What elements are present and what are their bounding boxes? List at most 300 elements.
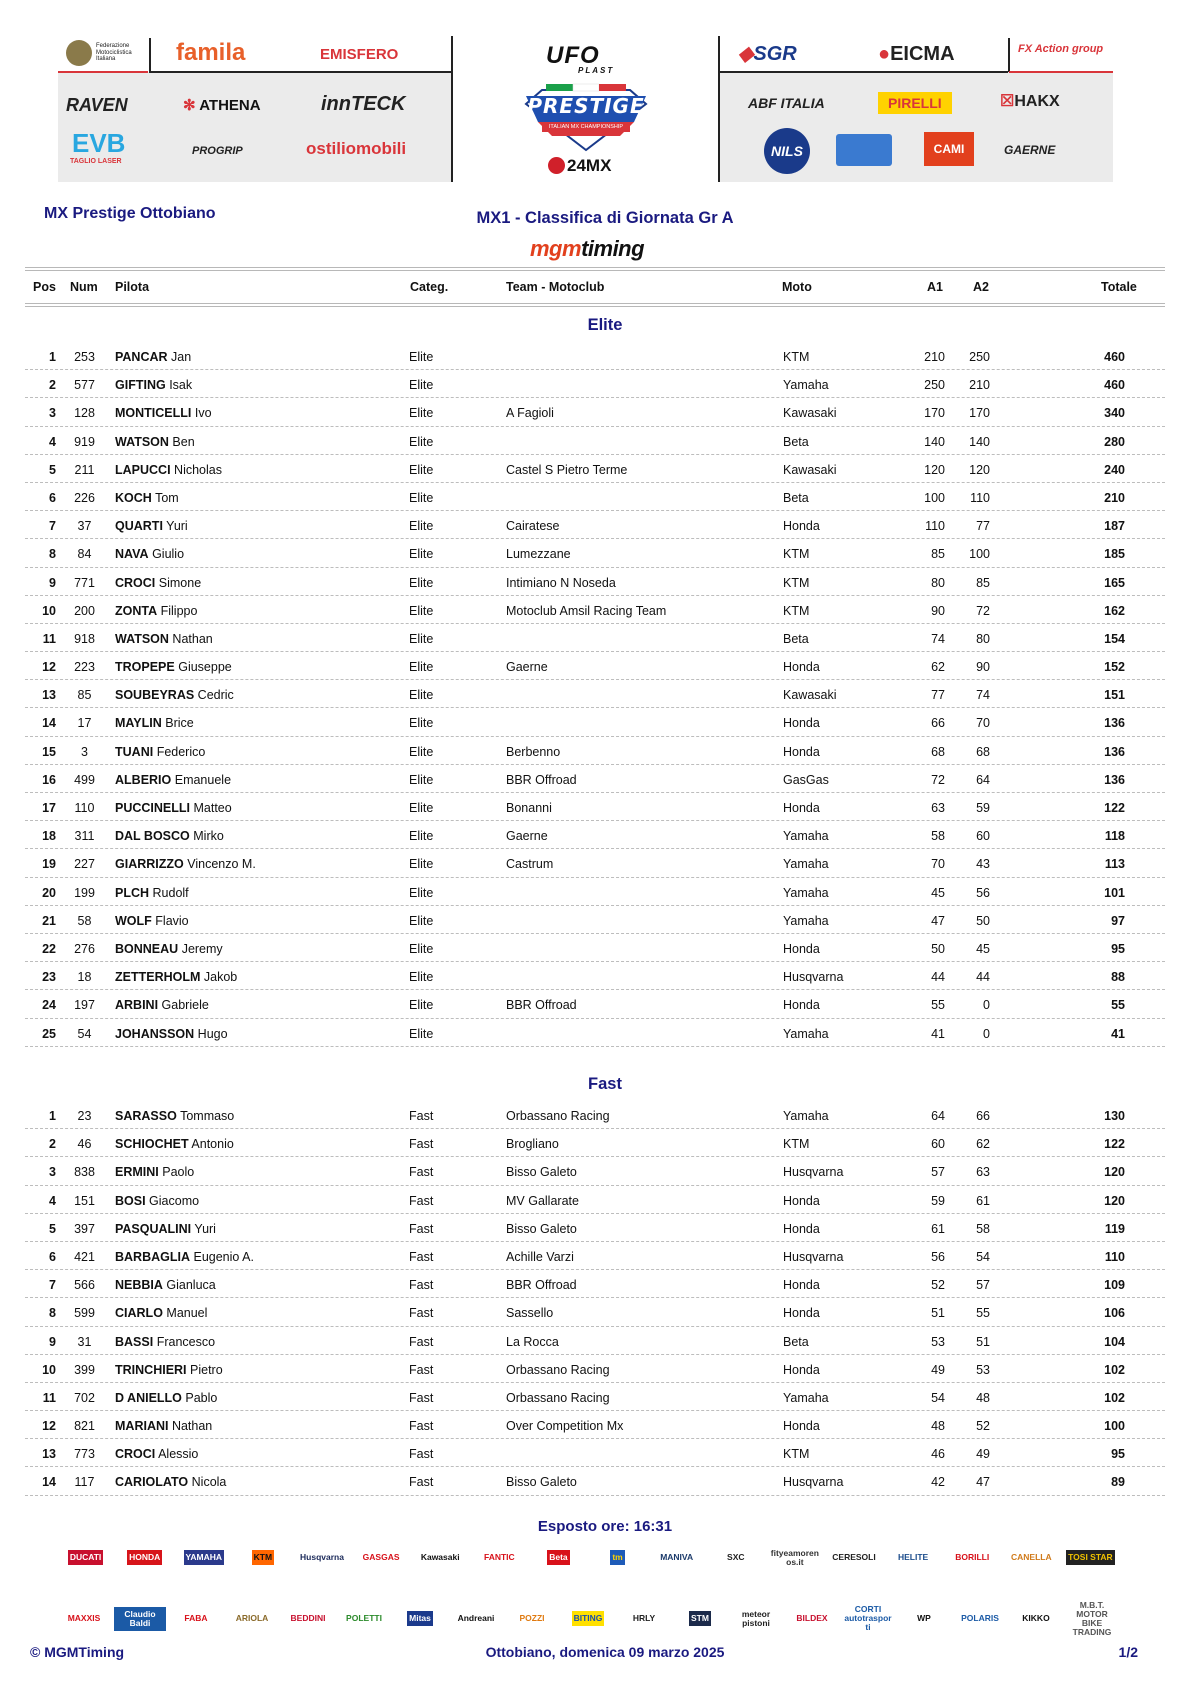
cell-pos: 18 bbox=[42, 829, 56, 844]
progrip-logo: PROGRIP bbox=[192, 145, 243, 157]
pilot-first-name: Nathan bbox=[172, 631, 213, 646]
cell-pos: 13 bbox=[42, 688, 56, 703]
cell-a1: 74 bbox=[931, 631, 945, 646]
pilot-last-name: ERMINI bbox=[115, 1165, 159, 1180]
cell-total: 152 bbox=[1104, 660, 1125, 675]
cell-a2: 54 bbox=[976, 1249, 990, 1264]
cell-a1: 64 bbox=[931, 1109, 945, 1123]
sponsor-logo: YAMAHA bbox=[184, 1550, 225, 1565]
cell-total: 120 bbox=[1104, 1193, 1125, 1208]
table-row bbox=[25, 737, 1165, 765]
cell-total: 106 bbox=[1104, 1306, 1125, 1321]
cell-category: Fast bbox=[409, 1137, 434, 1152]
pilot-first-name: Ben bbox=[172, 434, 195, 449]
cell-a2: 63 bbox=[976, 1165, 990, 1180]
pilot-last-name: PANCAR bbox=[115, 350, 168, 364]
divider bbox=[718, 71, 1008, 73]
cell-total: 460 bbox=[1104, 378, 1125, 393]
cell-moto: Kawasaki bbox=[783, 406, 837, 421]
pilot-first-name: Filippo bbox=[160, 603, 198, 618]
cell-a2: 100 bbox=[969, 547, 990, 562]
cell-num: 31 bbox=[77, 1334, 92, 1349]
sponsor-panel-left bbox=[58, 72, 453, 182]
cell-pilot bbox=[115, 1109, 234, 1123]
cell-a1: 53 bbox=[931, 1334, 945, 1349]
cell-pilot bbox=[115, 406, 212, 420]
cell-a1: 52 bbox=[931, 1278, 945, 1293]
cell-moto: Yamaha bbox=[783, 913, 829, 928]
pilot-last-name: ZONTA bbox=[115, 603, 158, 618]
sponsor-logo: POLARIS bbox=[959, 1611, 1001, 1626]
cell-team: Brogliano bbox=[506, 1137, 559, 1152]
cell-category: Fast bbox=[409, 1334, 434, 1349]
pilot-first-name: Paolo bbox=[162, 1165, 195, 1180]
emisfero-logo: EMISFERO bbox=[320, 46, 399, 63]
cell-a1: 170 bbox=[924, 406, 945, 421]
cell-category: Elite bbox=[409, 970, 434, 985]
pilot-first-name: Tommaso bbox=[180, 1109, 235, 1123]
table-row bbox=[25, 342, 1165, 370]
cell-pilot bbox=[115, 576, 201, 590]
cell-a1: 80 bbox=[931, 575, 945, 590]
cell-pilot bbox=[115, 1250, 254, 1264]
cell-moto: Honda bbox=[783, 1362, 820, 1377]
cell-pilot bbox=[115, 350, 191, 364]
cell-pos: 8 bbox=[49, 1306, 56, 1321]
pilot-last-name: NAVA bbox=[115, 547, 149, 562]
header-rule-bottom bbox=[25, 303, 1165, 307]
exposed-time: Esposto ore: 16:31 bbox=[537, 1518, 673, 1535]
athena-mark-icon: ✻ bbox=[183, 97, 200, 114]
cell-a2: 210 bbox=[969, 378, 990, 393]
cell-moto: Husqvarna bbox=[783, 970, 844, 985]
cell-total: 136 bbox=[1104, 716, 1125, 731]
cell-pos: 15 bbox=[42, 744, 56, 759]
divider bbox=[1008, 38, 1010, 72]
table-row bbox=[25, 398, 1165, 426]
cell-moto: Yamaha bbox=[783, 829, 829, 844]
pilot-last-name: CROCI bbox=[115, 1447, 156, 1462]
cell-pos: 7 bbox=[49, 1278, 56, 1293]
cell-category: Fast bbox=[409, 1193, 434, 1208]
cell-pilot bbox=[115, 1306, 207, 1320]
eicma-mark-icon: ● bbox=[878, 43, 891, 65]
cell-num: 771 bbox=[74, 575, 95, 590]
cell-pilot bbox=[115, 1194, 199, 1208]
24mx-emblem-icon bbox=[548, 157, 565, 174]
cell-pilot bbox=[115, 1165, 194, 1179]
cell-pos: 14 bbox=[42, 1475, 56, 1490]
footer-sponsors-row-2 bbox=[58, 1598, 1118, 1640]
pilot-first-name: Gabriele bbox=[161, 998, 209, 1013]
cell-moto: Kawasaki bbox=[783, 462, 837, 477]
pilot-first-name: Hugo bbox=[197, 1026, 228, 1041]
cell-category: Elite bbox=[409, 519, 434, 534]
cell-pos: 3 bbox=[49, 1165, 56, 1180]
pilot-first-name: Giuseppe bbox=[178, 660, 232, 675]
cell-category: Fast bbox=[409, 1109, 434, 1123]
table-row bbox=[25, 1242, 1165, 1270]
sponsor-logo: FABA bbox=[182, 1611, 209, 1626]
cell-a1: 210 bbox=[924, 350, 945, 364]
cell-pos: 11 bbox=[42, 631, 56, 646]
divider bbox=[149, 71, 453, 73]
cell-pilot bbox=[115, 942, 223, 956]
cell-category: Elite bbox=[409, 913, 434, 928]
pilot-first-name: Pablo bbox=[185, 1390, 218, 1405]
cell-num: 197 bbox=[74, 998, 95, 1013]
cell-team: Orbassano Racing bbox=[506, 1109, 610, 1123]
section-title-elite: Elite bbox=[587, 316, 623, 334]
cell-team: Gaerne bbox=[506, 829, 548, 844]
cell-moto: Honda bbox=[783, 716, 820, 731]
cell-moto: Husqvarna bbox=[783, 1165, 844, 1180]
table-row bbox=[25, 1186, 1165, 1214]
pilot-first-name: Giulio bbox=[152, 547, 185, 562]
sponsor-logo: WP bbox=[915, 1611, 933, 1626]
cell-a2: 44 bbox=[976, 970, 990, 985]
cell-team: Achille Varzi bbox=[506, 1249, 574, 1264]
cell-category: Elite bbox=[409, 829, 434, 844]
cell-moto: Yamaha bbox=[783, 1109, 829, 1123]
table-row bbox=[25, 934, 1165, 962]
ufo-logo: UFO bbox=[546, 42, 600, 69]
table-row bbox=[25, 1019, 1165, 1047]
cell-total: 102 bbox=[1104, 1362, 1125, 1377]
cell-total: 136 bbox=[1104, 744, 1125, 759]
cell-category: Elite bbox=[409, 716, 434, 731]
header-rule-top bbox=[25, 267, 1165, 271]
cell-a1: 110 bbox=[925, 519, 945, 534]
cell-category: Elite bbox=[409, 1026, 434, 1041]
cell-total: 154 bbox=[1104, 631, 1125, 646]
table-row bbox=[25, 990, 1165, 1018]
pilot-last-name: TUANI bbox=[115, 744, 154, 759]
cell-moto: Honda bbox=[783, 744, 820, 759]
sponsor-logo: TOSI STAR bbox=[1066, 1550, 1115, 1565]
cell-total: 89 bbox=[1111, 1475, 1125, 1490]
cell-a1: 66 bbox=[931, 716, 945, 731]
pilot-first-name: Nathan bbox=[171, 1419, 213, 1434]
cell-pos: 20 bbox=[42, 885, 56, 900]
cell-a1: 58 bbox=[931, 829, 945, 844]
cell-moto: Husqvarna bbox=[783, 1475, 844, 1490]
cell-total: 110 bbox=[1104, 1249, 1125, 1264]
cell-total: 119 bbox=[1104, 1221, 1125, 1236]
sponsor-logo: KIKKO bbox=[1020, 1611, 1051, 1626]
column-header-pilot: Pilota bbox=[115, 280, 150, 294]
cell-pos: 10 bbox=[42, 1362, 56, 1377]
cell-pos: 5 bbox=[49, 462, 56, 477]
cell-category: Elite bbox=[409, 885, 434, 900]
cell-a2: 55 bbox=[976, 1306, 990, 1321]
cell-team: Over Competition Mx bbox=[506, 1419, 624, 1434]
cell-num: 399 bbox=[74, 1362, 95, 1377]
cell-num: 918 bbox=[74, 631, 95, 646]
column-header-num: Num bbox=[70, 280, 98, 294]
cell-team: Intimiano N Noseda bbox=[506, 575, 616, 590]
pilot-last-name: MARIANI bbox=[115, 1419, 169, 1434]
table-row bbox=[25, 793, 1165, 821]
cell-pilot bbox=[115, 1419, 212, 1433]
innteck-logo: innTECK bbox=[321, 93, 406, 115]
cell-num: 838 bbox=[74, 1165, 95, 1180]
cell-num: 566 bbox=[74, 1278, 95, 1293]
cell-pos: 7 bbox=[49, 519, 56, 534]
table-row bbox=[25, 624, 1165, 652]
cell-pilot bbox=[115, 547, 184, 561]
table-row bbox=[25, 878, 1165, 906]
cell-category: Fast bbox=[409, 1419, 434, 1434]
cell-pos: 11 bbox=[42, 1390, 56, 1405]
cell-pos: 5 bbox=[49, 1221, 56, 1236]
pilot-first-name: Ivo bbox=[194, 406, 212, 421]
sgr-text: SGR bbox=[753, 43, 797, 65]
24mx-text: 24MX bbox=[567, 156, 612, 175]
cell-a1: 56 bbox=[931, 1249, 945, 1264]
pilot-last-name: TROPEPE bbox=[115, 660, 175, 675]
cell-a1: 57 bbox=[931, 1165, 945, 1180]
sgr-logo bbox=[738, 44, 797, 64]
cell-total: 165 bbox=[1104, 575, 1125, 590]
hakx-text: HAKX bbox=[1014, 93, 1060, 110]
section-title-fast: Fast bbox=[588, 1075, 622, 1093]
cell-a1: 72 bbox=[931, 772, 945, 787]
pilot-first-name: Federico bbox=[156, 744, 206, 759]
cell-pilot bbox=[115, 463, 222, 477]
cell-pilot bbox=[115, 914, 189, 928]
table-row bbox=[25, 1355, 1165, 1383]
cell-a2: 52 bbox=[976, 1419, 990, 1434]
cell-a1: 44 bbox=[931, 970, 945, 985]
cell-a2: 51 bbox=[976, 1334, 990, 1349]
cell-moto: Honda bbox=[783, 801, 820, 815]
sponsor-logo: CERESOLI bbox=[830, 1550, 877, 1565]
column-header-team: Team - Motoclub bbox=[506, 280, 605, 294]
cell-a1: 70 bbox=[931, 857, 945, 872]
pilot-first-name: Alessio bbox=[158, 1447, 199, 1462]
cell-total: 240 bbox=[1104, 462, 1125, 477]
cell-pos: 13 bbox=[42, 1447, 56, 1462]
cell-a1: 50 bbox=[931, 941, 945, 956]
pilot-first-name: Flavio bbox=[155, 913, 189, 928]
cell-a2: 170 bbox=[969, 406, 990, 421]
cell-a2: 62 bbox=[976, 1137, 990, 1152]
sponsor-logo: Beta bbox=[547, 1550, 569, 1565]
cell-moto: Honda bbox=[783, 941, 820, 956]
cell-pilot bbox=[115, 998, 209, 1012]
athena-logo bbox=[183, 98, 261, 113]
sponsor-logo: BORILLI bbox=[953, 1550, 991, 1565]
cell-a1: 47 bbox=[931, 913, 945, 928]
cell-moto: Yamaha bbox=[783, 1390, 829, 1405]
cell-a1: 85 bbox=[931, 547, 945, 562]
pilot-last-name: NEBBIA bbox=[115, 1278, 163, 1293]
cell-pos: 2 bbox=[49, 378, 56, 393]
cell-pilot bbox=[115, 688, 234, 702]
table-row bbox=[25, 1467, 1165, 1495]
cell-pilot bbox=[115, 519, 188, 533]
pilot-first-name: Emanuele bbox=[174, 772, 232, 787]
table-row bbox=[25, 1383, 1165, 1411]
cell-a1: 59 bbox=[931, 1193, 945, 1208]
cell-pilot bbox=[115, 857, 256, 871]
cell-moto: KTM bbox=[783, 1137, 810, 1152]
pilot-last-name: GIFTING bbox=[115, 378, 166, 393]
cell-a1: 45 bbox=[931, 885, 945, 900]
sponsor-logo: tm bbox=[610, 1550, 624, 1565]
cell-moto: Yamaha bbox=[783, 885, 829, 900]
pilot-first-name: Manuel bbox=[166, 1306, 208, 1321]
cell-a2: 85 bbox=[976, 575, 990, 590]
cell-a2: 50 bbox=[976, 913, 990, 928]
cell-total: 55 bbox=[1111, 998, 1125, 1013]
cell-pilot bbox=[115, 1475, 226, 1489]
cell-pilot bbox=[115, 1335, 215, 1349]
pilot-last-name: CIARLO bbox=[115, 1306, 163, 1321]
cell-team: Cairatese bbox=[506, 519, 560, 534]
hakx-logo bbox=[1000, 94, 1060, 110]
pilot-last-name: BASSI bbox=[115, 1334, 154, 1349]
nils-logo: NILS bbox=[764, 128, 810, 174]
cell-team: Orbassano Racing bbox=[506, 1390, 610, 1405]
sponsor-logo: M.B.T. MOTOR BIKE TRADING bbox=[1066, 1598, 1118, 1640]
cell-total: 460 bbox=[1104, 350, 1125, 364]
cell-team: BBR Offroad bbox=[506, 772, 577, 787]
cell-a2: 53 bbox=[976, 1362, 990, 1377]
pilot-last-name: BOSI bbox=[115, 1193, 146, 1208]
pilot-first-name: Giacomo bbox=[149, 1193, 200, 1208]
pilot-first-name: Antonio bbox=[191, 1137, 234, 1152]
cell-pilot bbox=[115, 1391, 217, 1405]
pilot-first-name: Nicholas bbox=[174, 462, 222, 477]
cell-num: 773 bbox=[74, 1447, 95, 1462]
cell-a2: 74 bbox=[976, 688, 990, 703]
copyright: © MGMTiming bbox=[30, 1644, 125, 1660]
cell-a1: 63 bbox=[931, 801, 945, 815]
column-header-moto: Moto bbox=[782, 280, 812, 294]
cell-pilot bbox=[115, 829, 224, 843]
sponsor-logo: BITING bbox=[572, 1611, 605, 1626]
divider bbox=[451, 36, 453, 182]
cell-a2: 77 bbox=[976, 519, 990, 534]
pilot-first-name: Tom bbox=[155, 490, 179, 505]
cell-num: 919 bbox=[74, 434, 95, 449]
pilot-last-name: MONTICELLI bbox=[115, 406, 192, 421]
cell-pilot bbox=[115, 491, 179, 505]
cell-category: Elite bbox=[409, 772, 434, 787]
cell-pos: 10 bbox=[42, 603, 56, 618]
cell-a2: 64 bbox=[976, 772, 990, 787]
cell-num: 227 bbox=[74, 857, 95, 872]
pilot-last-name: ARBINI bbox=[115, 998, 159, 1013]
cell-num: 421 bbox=[74, 1249, 95, 1264]
fmi-text: Federazione Motociclistica Italiana bbox=[96, 43, 132, 63]
cell-category: Elite bbox=[409, 490, 434, 505]
cell-a1: 68 bbox=[931, 744, 945, 759]
table-row bbox=[25, 511, 1165, 539]
cell-num: 46 bbox=[77, 1137, 92, 1152]
pilot-last-name: JOHANSSON bbox=[115, 1026, 195, 1041]
divider bbox=[1009, 71, 1113, 73]
cell-moto: Honda bbox=[783, 1221, 820, 1236]
cell-pos: 1 bbox=[49, 350, 56, 364]
cell-moto: KTM bbox=[783, 575, 810, 590]
cell-total: 101 bbox=[1104, 885, 1125, 900]
cell-moto: Beta bbox=[783, 631, 809, 646]
cell-num: 311 bbox=[74, 829, 95, 844]
pilot-first-name: Yuri bbox=[194, 1221, 216, 1236]
cell-a2: 72 bbox=[976, 603, 990, 618]
athena-text: ATHENA bbox=[199, 97, 261, 114]
cell-team: A Fagioli bbox=[506, 406, 554, 421]
cell-num: 85 bbox=[77, 688, 92, 703]
cell-a2: 110 bbox=[970, 490, 990, 505]
cell-team: La Rocca bbox=[506, 1334, 559, 1349]
cell-team: Castrum bbox=[506, 857, 554, 872]
cell-team: Lumezzane bbox=[506, 547, 571, 562]
cell-total: 118 bbox=[1104, 829, 1125, 844]
sponsor-logo: Kawasaki bbox=[419, 1550, 462, 1565]
pilot-last-name: BONNEAU bbox=[115, 941, 179, 956]
cell-num: 211 bbox=[74, 462, 95, 477]
eicma-logo bbox=[878, 44, 955, 64]
pilot-last-name: WATSON bbox=[115, 631, 169, 646]
cell-category: Elite bbox=[409, 406, 434, 421]
sponsor-logo: KTM bbox=[252, 1550, 274, 1565]
evb-logo: EVB bbox=[72, 128, 126, 158]
cell-pilot bbox=[115, 1363, 223, 1377]
cell-category: Fast bbox=[409, 1362, 434, 1377]
cell-num: 499 bbox=[74, 772, 95, 787]
cell-a1: 41 bbox=[931, 1026, 945, 1041]
cell-team: Orbassano Racing bbox=[506, 1362, 610, 1377]
cell-moto: Honda bbox=[783, 1193, 820, 1208]
page-number: 1/2 bbox=[1118, 1644, 1138, 1660]
cell-pilot bbox=[115, 716, 194, 730]
divider bbox=[149, 38, 151, 72]
cell-pilot bbox=[115, 1222, 216, 1236]
cell-num: 128 bbox=[74, 406, 95, 421]
cell-pos: 6 bbox=[49, 490, 56, 505]
cell-team: Gaerne bbox=[506, 660, 548, 675]
cell-pos: 6 bbox=[49, 1249, 56, 1264]
pilot-first-name: Jan bbox=[171, 350, 192, 364]
table-row bbox=[25, 1298, 1165, 1326]
table-row bbox=[25, 821, 1165, 849]
cell-total: 187 bbox=[1104, 519, 1125, 534]
cell-pilot bbox=[115, 378, 192, 392]
motoclub-logo-icon bbox=[836, 134, 892, 166]
cell-a2: 48 bbox=[976, 1390, 990, 1405]
fxaction-logo: FX Action group bbox=[1018, 43, 1104, 55]
cell-num: 599 bbox=[74, 1306, 95, 1321]
evb-sub: TAGLIO LASER bbox=[70, 158, 122, 165]
pilot-first-name: Vincenzo M. bbox=[187, 857, 256, 872]
column-header-category: Categ. bbox=[410, 280, 449, 294]
cell-a1: 100 bbox=[924, 490, 945, 505]
cell-pilot bbox=[115, 1027, 228, 1041]
sponsor-logo: BILDEX bbox=[794, 1611, 829, 1626]
pilot-last-name: SCHIOCHET bbox=[115, 1137, 189, 1152]
cell-total: 122 bbox=[1104, 1137, 1125, 1152]
cell-a1: 55 bbox=[931, 998, 945, 1013]
cell-num: 397 bbox=[74, 1221, 95, 1236]
cell-category: Elite bbox=[409, 660, 434, 675]
sponsor-logo: MAXXIS bbox=[66, 1611, 103, 1626]
sponsor-banner bbox=[58, 36, 1113, 182]
table-row bbox=[25, 962, 1165, 990]
